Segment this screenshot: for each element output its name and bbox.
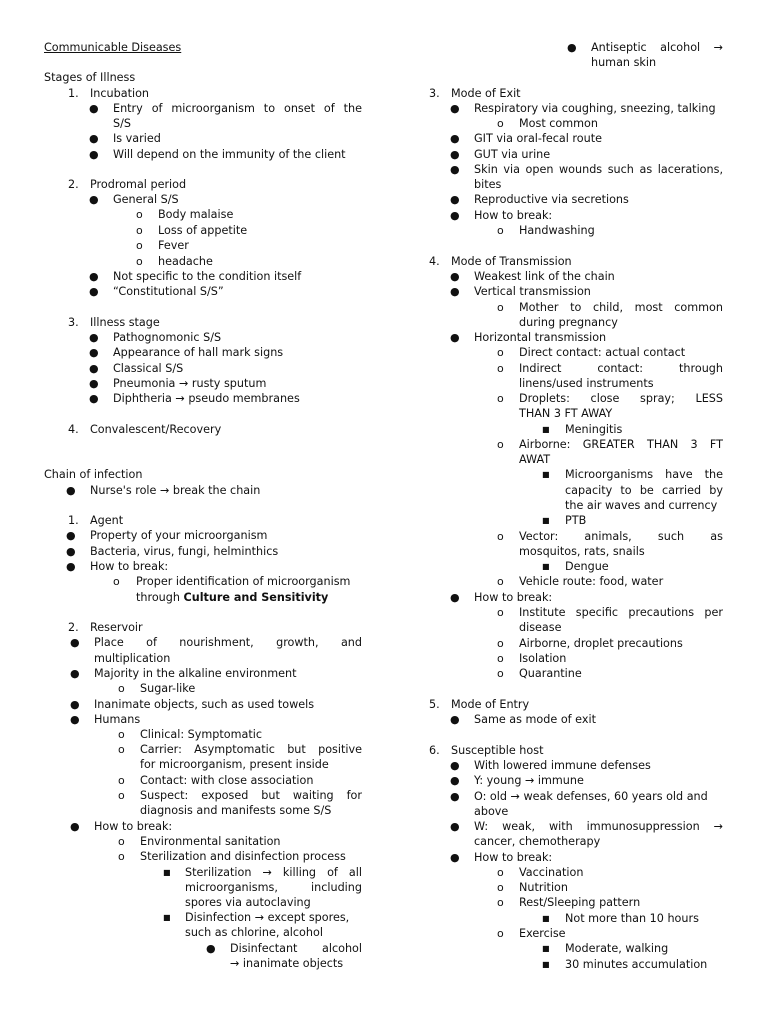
exit-item: How to break: <box>474 209 553 222</box>
transmission-subitem: Droplets: close spray; LESS <box>519 392 723 405</box>
transmission-subitem: Direct contact: actual contact <box>519 346 686 359</box>
incubation-label: Incubation <box>90 87 150 100</box>
circle-marker: o <box>497 346 504 359</box>
bullet-marker: ● <box>450 851 460 864</box>
circle-marker: o <box>497 652 504 665</box>
reservoir-subdetail: Disinfectant alcohol <box>230 942 362 955</box>
bullet-marker: ● <box>450 270 460 283</box>
illness-item: Pneumonia → rusty sputum <box>113 377 267 390</box>
reservoir-detail: Disinfection → except spores, <box>185 911 350 924</box>
reservoir-item: Inanimate objects, such as used towels <box>94 698 315 711</box>
bullet-marker: ● <box>450 163 460 176</box>
bullet-marker: ● <box>70 713 80 726</box>
convalescent-number: 4. <box>68 423 79 436</box>
bullet-marker: ● <box>450 148 460 161</box>
bullet-marker: ● <box>450 790 460 803</box>
transmission-subitem-cont: linens/used instruments <box>519 377 654 390</box>
exit-number: 3. <box>429 87 440 100</box>
reservoir-subdetail-cont: → inanimate objects <box>230 957 344 970</box>
host-item: Y: young → immune <box>474 774 584 787</box>
transmission-subitem: Indirect contact: through <box>519 362 723 375</box>
square-marker: ■ <box>542 516 550 525</box>
host-item: With lowered immune defenses <box>474 759 651 772</box>
circle-marker: o <box>497 392 504 405</box>
square-marker: ■ <box>542 914 550 923</box>
incubation-item: Is varied <box>113 132 161 145</box>
prodromal-item: General S/S <box>113 193 179 206</box>
circle-marker: o <box>118 774 125 787</box>
bullet-marker: ● <box>89 285 99 298</box>
bullet-marker: ● <box>66 560 76 573</box>
bullet-marker: ● <box>89 132 99 145</box>
reservoir-number: 2. <box>68 621 79 634</box>
host-item: W: weak, with immunosuppression → <box>474 820 723 833</box>
circle-marker: o <box>118 728 125 741</box>
exit-item: Reproductive via secretions <box>474 193 629 206</box>
exit-item: GIT via oral-fecal route <box>474 132 602 145</box>
reservoir-subitem: Sterilization and disinfection process <box>140 850 346 863</box>
reservoir-subitem: Sugar-like <box>140 682 196 695</box>
illness-item: Classical S/S <box>113 362 184 375</box>
prodromal-label: Prodromal period <box>90 178 187 191</box>
bullet-marker: ● <box>450 331 460 344</box>
transmission-subitem: Quarantine <box>519 667 582 680</box>
illness-item: Diphtheria → pseudo membranes <box>113 392 300 405</box>
transmission-detail: Meningitis <box>565 423 623 436</box>
circle-marker: o <box>497 575 504 588</box>
bullet-marker: ● <box>450 102 460 115</box>
agent-subitem-prefix: through <box>136 591 184 604</box>
exit-subitem: Most common <box>519 117 598 130</box>
square-marker: ■ <box>542 470 550 479</box>
chain-item: Nurse's role → break the chain <box>90 484 261 497</box>
reservoir-detail-cont: microorganisms, including <box>185 881 362 894</box>
bullet-marker: ● <box>450 759 460 772</box>
bullet-marker: ● <box>450 774 460 787</box>
host-detail: 30 minutes accumulation <box>565 958 708 971</box>
bullet-marker: ● <box>450 713 460 726</box>
bullet-marker: ● <box>89 270 99 283</box>
prodromal-item: Not specific to the condition itself <box>113 270 302 283</box>
continued-item-cont: human skin <box>591 56 657 69</box>
illness-number: 3. <box>68 316 79 329</box>
prodromal-item: “Constitutional S/S” <box>113 285 224 298</box>
transmission-subitem: Vehicle route: food, water <box>519 575 664 588</box>
bullet-marker: ● <box>70 820 80 833</box>
circle-marker: o <box>497 301 504 314</box>
bullet-marker: ● <box>450 209 460 222</box>
circle-marker: o <box>497 896 504 909</box>
circle-marker: o <box>497 667 504 680</box>
reservoir-detail: Sterilization → killing of all <box>185 866 362 879</box>
transmission-detail: Microorganisms have the <box>565 468 723 481</box>
circle-marker: o <box>136 208 143 221</box>
reservoir-item: Majority in the alkaline environment <box>94 667 297 680</box>
host-detail: Not more than 10 hours <box>565 912 699 925</box>
transmission-subitem-cont: AWAT <box>519 453 551 466</box>
bullet-marker: ● <box>70 698 80 711</box>
transmission-subitem: Mother to child, most common <box>519 301 723 314</box>
reservoir-subitem: Contact: with close association <box>140 774 314 787</box>
illness-item: Appearance of hall mark signs <box>113 346 284 359</box>
circle-marker: o <box>118 835 125 848</box>
circle-marker: o <box>113 575 120 588</box>
transmission-subitem: Isolation <box>519 652 567 665</box>
bullet-marker: ● <box>66 484 76 497</box>
circle-marker: o <box>136 239 143 252</box>
transmission-item: Horizontal transmission <box>474 331 607 344</box>
agent-item: Property of your microorganism <box>90 529 268 542</box>
circle-marker: o <box>118 743 125 756</box>
bullet-marker: ● <box>450 285 460 298</box>
transmission-subitem-cont: THAN 3 FT AWAY <box>519 407 613 420</box>
reservoir-detail-cont: such as chlorine, alcohol <box>185 926 323 939</box>
agent-subitem-cont <box>136 590 328 605</box>
transmission-number: 4. <box>429 255 440 268</box>
transmission-detail: PTB <box>565 514 587 527</box>
circle-marker: o <box>497 927 504 940</box>
entry-label: Mode of Entry <box>451 698 530 711</box>
reservoir-item: Humans <box>94 713 141 726</box>
exit-item: Respiratory via coughing, sneezing, talking <box>474 102 716 115</box>
illness-item: Pathognomonic S/S <box>113 331 222 344</box>
transmission-subitem: Airborne, droplet precautions <box>519 637 683 650</box>
illness-label: Illness stage <box>90 316 160 329</box>
convalescent-label: Convalescent/Recovery <box>90 423 222 436</box>
prodromal-subitem: headache <box>158 255 213 268</box>
circle-marker: o <box>118 789 125 802</box>
bullet-marker: ● <box>89 193 99 206</box>
transmission-item: Vertical transmission <box>474 285 591 298</box>
chain-heading: Chain of infection <box>44 468 143 481</box>
transmission-detail-cont: capacity to be carried by <box>565 484 723 497</box>
host-subitem: Nutrition <box>519 881 568 894</box>
transmission-subitem-cont: mosquitos, rats, snails <box>519 545 645 558</box>
transmission-subitem-cont: during pregnancy <box>519 316 618 329</box>
exit-item: GUT via urine <box>474 148 551 161</box>
transmission-label: Mode of Transmission <box>451 255 572 268</box>
host-subitem: Rest/Sleeping pattern <box>519 896 641 909</box>
bullet-marker: ● <box>450 193 460 206</box>
entry-number: 5. <box>429 698 440 711</box>
host-subitem: Exercise <box>519 927 566 940</box>
entry-item: Same as mode of exit <box>474 713 596 726</box>
incubation-item: Entry of microorganism to onset of the <box>113 102 362 115</box>
transmission-subitem: Institute specific precautions per <box>519 606 723 619</box>
exit-subitem: Handwashing <box>519 224 595 237</box>
circle-marker: o <box>497 224 504 237</box>
bullet-marker: ● <box>567 41 577 54</box>
agent-label: Agent <box>90 514 124 527</box>
circle-marker: o <box>497 362 504 375</box>
circle-marker: o <box>497 606 504 619</box>
bullet-marker: ● <box>66 529 76 542</box>
bullet-marker: ● <box>89 102 99 115</box>
circle-marker: o <box>497 438 504 451</box>
square-marker: ■ <box>542 425 550 434</box>
transmission-subitem: Vector: animals, such as <box>519 530 723 543</box>
square-marker: ■ <box>542 944 550 953</box>
circle-marker: o <box>497 881 504 894</box>
bullet-marker: ● <box>450 591 460 604</box>
agent-item: Bacteria, virus, fungi, helminthics <box>90 545 279 558</box>
square-marker: ■ <box>542 562 550 571</box>
square-marker: ■ <box>542 960 550 969</box>
reservoir-subitem: Clinical: Symptomatic <box>140 728 263 741</box>
bullet-marker: ● <box>66 545 76 558</box>
prodromal-subitem: Fever <box>158 239 189 252</box>
circle-marker: o <box>497 530 504 543</box>
bullet-marker: ● <box>89 377 99 390</box>
bullet-marker: ● <box>450 820 460 833</box>
agent-item: How to break: <box>90 560 169 573</box>
agent-number: 1. <box>68 514 79 527</box>
transmission-detail: Dengue <box>565 560 609 573</box>
bullet-marker: ● <box>206 942 216 955</box>
bullet-marker: ● <box>70 667 80 680</box>
host-item-cont: above <box>474 805 509 818</box>
reservoir-label: Reservoir <box>90 621 143 634</box>
transmission-subitem-cont: disease <box>519 621 562 634</box>
exit-item: Skin via open wounds such as lacerations, <box>474 163 723 176</box>
transmission-detail-cont: the air waves and currency <box>565 499 718 512</box>
stages-heading: Stages of Illness <box>44 71 136 84</box>
bullet-marker: ● <box>89 392 99 405</box>
bullet-marker: ● <box>89 346 99 359</box>
circle-marker: o <box>136 255 143 268</box>
transmission-item: Weakest link of the chain <box>474 270 615 283</box>
host-detail: Moderate, walking <box>565 942 669 955</box>
host-subitem: Vaccination <box>519 866 584 879</box>
circle-marker: o <box>118 850 125 863</box>
reservoir-item: How to break: <box>94 820 173 833</box>
exit-label: Mode of Exit <box>451 87 521 100</box>
host-label: Susceptible host <box>451 744 544 757</box>
bullet-marker: ● <box>89 331 99 344</box>
host-item-cont: cancer, chemotherapy <box>474 835 601 848</box>
incubation-item-cont: S/S <box>113 117 131 130</box>
reservoir-subitem-cont: diagnosis and manifests some S/S <box>140 804 332 817</box>
reservoir-subitem: Suspect: exposed but waiting for <box>140 789 362 802</box>
bullet-marker: ● <box>89 362 99 375</box>
circle-marker: o <box>136 224 143 237</box>
document-title: Communicable Diseases <box>44 41 182 54</box>
circle-marker: o <box>497 866 504 879</box>
prodromal-number: 2. <box>68 178 79 191</box>
reservoir-item-cont: multiplication <box>94 652 171 665</box>
circle-marker: o <box>118 682 125 695</box>
bullet-marker: ● <box>89 148 99 161</box>
transmission-item: How to break: <box>474 591 553 604</box>
reservoir-subitem: Environmental sanitation <box>140 835 281 848</box>
incubation-item: Will depend on the immunity of the client <box>113 148 346 161</box>
incubation-number: 1. <box>68 87 79 100</box>
host-item: O: old → weak defenses, 60 years old and <box>474 790 708 803</box>
circle-marker: o <box>497 637 504 650</box>
transmission-subitem: Airborne: GREATER THAN 3 FT <box>519 438 723 451</box>
prodromal-subitem: Body malaise <box>158 208 234 221</box>
reservoir-item: Place of nourishment, growth, and <box>94 636 362 649</box>
square-marker: ■ <box>163 913 171 922</box>
reservoir-detail-cont: spores via autoclaving <box>185 896 311 909</box>
square-marker: ■ <box>163 868 171 877</box>
prodromal-subitem: Loss of appetite <box>158 224 248 237</box>
culture-sensitivity-bold: Culture and Sensitivity <box>183 591 329 604</box>
bullet-marker: ● <box>450 132 460 145</box>
exit-item-cont: bites <box>474 178 502 191</box>
reservoir-subitem: Carrier: Asymptomatic but positive <box>140 743 362 756</box>
host-item: How to break: <box>474 851 553 864</box>
host-number: 6. <box>429 744 440 757</box>
circle-marker: o <box>497 117 504 130</box>
bullet-marker: ● <box>70 636 80 649</box>
agent-subitem: Proper identification of microorganism <box>136 575 351 588</box>
continued-item: Antiseptic alcohol → <box>591 41 723 54</box>
reservoir-subitem-cont: for microorganism, present inside <box>140 758 329 771</box>
